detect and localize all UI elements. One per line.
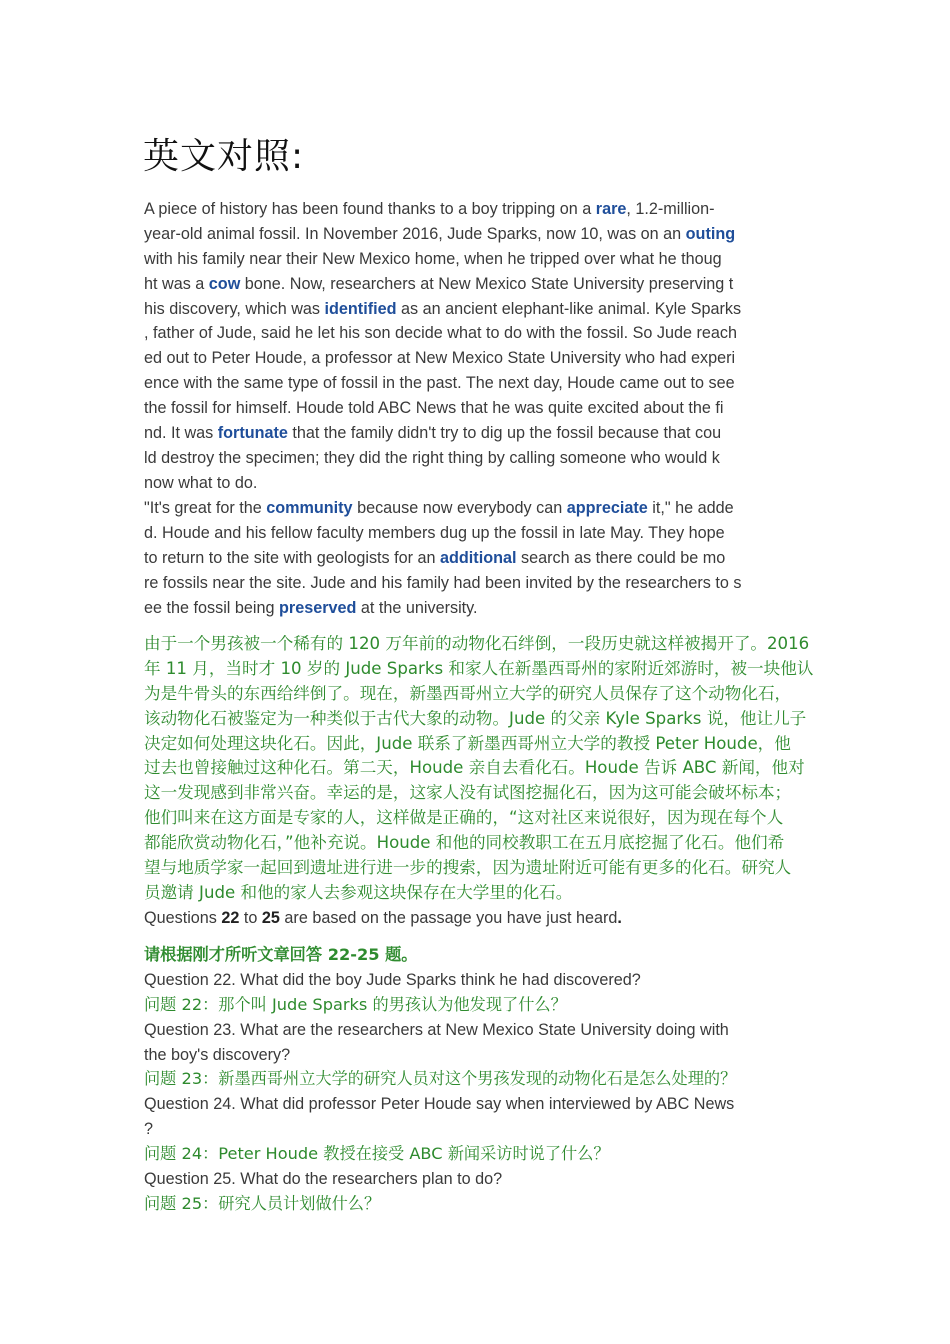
passage-text: ence with the same type of fossil in the past. The next day, Houde came out to see — [144, 374, 735, 393]
questions-intro-period: . — [617, 909, 622, 927]
passage-line — [144, 571, 808, 596]
english-passage-part-2 — [144, 496, 808, 620]
passage-text: re fossils near the site. Jude and his family had been invited by the researchers to s — [144, 573, 742, 592]
passage-text: , 1.2-million- — [626, 200, 715, 218]
translation-line: 该动物化石被鉴定为一种类似于古代大象的动物。Jude 的父亲 Kyle Sparks 说，他让儿子 — [144, 708, 807, 728]
passage-text: his discovery, which was — [144, 299, 325, 318]
passage-text: search as there could be mo — [516, 548, 726, 567]
passage-text: because now everybody can — [352, 499, 567, 517]
question-chinese: 问题 24：Peter Houde 教授在接受 ABC 新闻采访时说了什么？ — [144, 1144, 610, 1164]
translation-line: 决定如何处理这块化石。因此，Jude 联系了新墨西哥州立大学的教授 Peter Houde，他 — [144, 733, 791, 753]
translation-line: 望与地质学家一起回到遗址进行进一步的搜索，因为遗址附近可能有更多的化石。研究人 — [144, 858, 792, 878]
passage-text: ed out to Peter Houde, a professor at New Mexico State University who had experi — [144, 349, 736, 368]
passage-line — [144, 396, 808, 421]
passage-text: ld destroy the specimen; they did the right thing by calling someone who would k — [144, 448, 720, 467]
passage-line — [144, 421, 808, 446]
vocabulary-keyword: cow — [208, 274, 241, 293]
passage-text: as an ancient elephant-like animal. Kyle Sparks — [396, 299, 742, 318]
passage-line — [144, 346, 808, 371]
questions-intro-number: 22 — [221, 909, 240, 927]
vocabulary-keyword: fortunate — [217, 424, 288, 443]
passage-text: A piece of history has been found thanks to a boy tripping on a — [144, 200, 596, 218]
vocabulary-keyword: rare — [595, 200, 627, 218]
passage-text: the fossil for himself. Houde told ABC News that he was quite excited about the fi — [144, 399, 724, 418]
translation-line: 由于一个男孩被一个稀有的 120 万年前的动物化石绊倒，一段历史就这样被揭开了。2016 — [144, 634, 810, 653]
question-english: Question 22. What did the boy Jude Sparks think he had discovered? — [144, 970, 641, 989]
passage-line — [144, 222, 808, 247]
translation-line: 过去也曾接触过这种化石。第二天，Houde 亲自去看化石。Houde 告诉 ABC 新闻，他对 — [144, 758, 805, 778]
question-chinese: 问题 22：那个叫 Jude Sparks 的男孩认为他发现了什么？ — [144, 994, 567, 1014]
passage-line — [144, 471, 808, 496]
passage-line — [144, 596, 808, 621]
passage-text: year-old animal fossil. In November 2016, Jude Sparks, now 10, was on an — [144, 224, 686, 243]
passage-text: nd. It was — [144, 424, 218, 443]
question-english: Question 23. What are the researchers at New Mexico State University doing with — [144, 1020, 729, 1039]
vocabulary-keyword: identified — [324, 299, 397, 318]
questions-list — [144, 943, 808, 1217]
translation-line: 为是牛骨头的东西给绊倒了。现在，新墨西哥州立大学的研究人员保存了这个动物化石， — [144, 683, 792, 703]
passage-text: to return to the site with geologists for an — [144, 548, 441, 567]
passage-line — [144, 521, 808, 546]
passage-text: with his family near their New Mexico home, when he tripped over what he thoug — [144, 249, 722, 268]
passage-text: now what to do. — [144, 473, 258, 492]
passage-line — [144, 247, 808, 272]
questions-intro-text: to — [239, 909, 262, 927]
passage-text: it," he adde — [647, 499, 734, 517]
vocabulary-keyword: preserved — [279, 598, 357, 617]
question-english: ? — [144, 1120, 154, 1139]
question-english: Question 24. What did professor Peter Houde say when interviewed by ABC News — [144, 1095, 735, 1114]
questions-intro-number: 25 — [261, 909, 280, 927]
passage-text: at the university. — [356, 598, 478, 617]
passage-text: that the family didn't try to dig up the fossil because that cou — [287, 424, 722, 443]
question-english: the boy's discovery? — [144, 1045, 291, 1064]
question-english: Question 25. What do the researchers plan to do? — [144, 1170, 503, 1189]
questions-intro-text: Questions — [144, 909, 222, 927]
passage-line — [144, 321, 808, 346]
passage-text: ee the fossil being — [144, 598, 279, 617]
passage-line — [144, 371, 808, 396]
vocabulary-keyword: outing — [685, 224, 736, 243]
translation-line: 员邀请 Jude 和他的家人去参观这块保存在大学里的化石。 — [144, 882, 573, 902]
questions-intro — [144, 906, 808, 931]
passage-line — [144, 197, 808, 222]
translation-line: 年 11 月，当时才 10 岁的 Jude Sparks 和家人在新墨西哥州的家附近郊游时，被一块他认 — [144, 658, 814, 678]
questions-intro-chinese: 请根据刚才所听文章回答 22-25 题。 — [144, 945, 418, 964]
translation-line: 这一发现感到非常兴奋。幸运的是，这家人没有试图挖掘化石，因为这可能会破坏标本； — [144, 783, 792, 803]
passage-line — [144, 496, 808, 521]
passage-text: , father of Jude, said he let his son decide what to do with the fossil. So Jude reach — [144, 324, 737, 343]
chinese-translation — [144, 632, 814, 906]
passage-text: d. Houde and his fellow faculty members dug up the fossil in late May. They hope — [144, 523, 725, 542]
passage-line — [144, 272, 808, 297]
questions-intro-text: are based on the passage you have just heard — [279, 909, 618, 927]
passage-text: bone. Now, researchers at New Mexico State University preserving t — [240, 274, 734, 293]
question-chinese: 问题 23：新墨西哥州立大学的研究人员对这个男孩发现的动物化石是怎么处理的？ — [144, 1069, 737, 1089]
passage-line — [144, 446, 808, 471]
translation-line: 都能欣赏动物化石，”他补充说。Houde 和他的同校教职工在五月底挖掘了化石。他们希 — [144, 833, 785, 853]
passage-line — [144, 297, 808, 322]
passage-text: ht was a — [144, 274, 209, 293]
passage-text: "It's great for the — [144, 499, 267, 517]
vocabulary-keyword: additional — [440, 548, 517, 567]
question-chinese: 问题 25：研究人员计划做什么？ — [144, 1193, 381, 1213]
vocabulary-keyword: appreciate — [566, 499, 648, 517]
translation-line: 他们叫来在这方面是专家的人，这样做是正确的，“这对社区来说很好，因为现在每个人 — [144, 808, 784, 828]
english-passage-part-1 — [144, 197, 808, 496]
page-title: 英文对照: — [143, 136, 305, 177]
passage-line — [144, 546, 808, 571]
vocabulary-keyword: community — [266, 499, 353, 517]
